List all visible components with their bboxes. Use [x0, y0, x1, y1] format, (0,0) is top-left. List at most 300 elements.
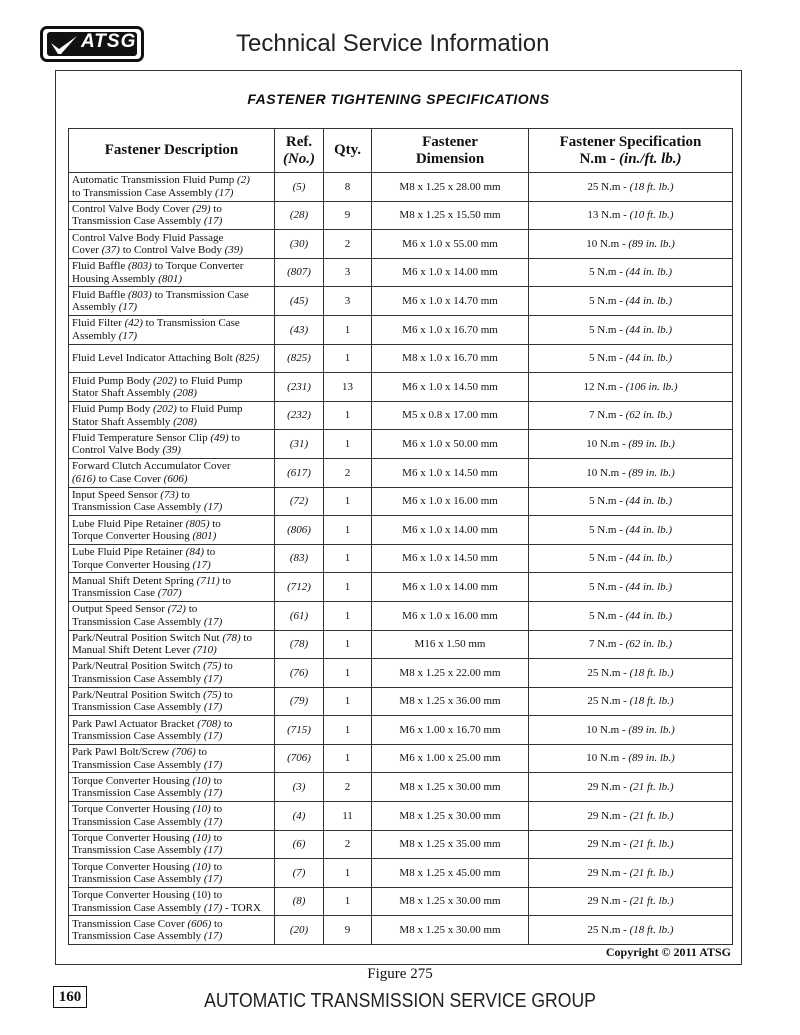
fastener-description — [69, 859, 275, 888]
table-body — [69, 173, 733, 945]
description-ref: (616) — [72, 472, 96, 485]
page-header — [0, 0, 800, 70]
description-text: Automatic Transmission Fluid Pump — [72, 174, 238, 187]
spec-imperial: (18 ft. lb.) — [629, 695, 674, 708]
quantity: 1 — [324, 887, 372, 916]
fastener-description — [69, 573, 275, 602]
fastener-description — [69, 916, 275, 945]
quantity: 1 — [324, 430, 372, 459]
spec-imperial: (89 in. lb.) — [628, 437, 675, 450]
spec-metric: 7 N.m - — [588, 638, 626, 651]
description-text: to — [211, 917, 223, 930]
description-text: Transmission Case Assembly — [72, 615, 204, 628]
spec-imperial: (44 in. lb.) — [625, 323, 673, 336]
spec-metric: 10 N.m - — [586, 237, 629, 250]
description-text: Torque Converter Housing (10) to — [72, 889, 223, 902]
fastener-dimension: M8 x 1.25 x 35.00 mm — [372, 830, 529, 859]
fastener-specification — [529, 430, 733, 459]
description-text: Transmission Case Assembly — [72, 901, 204, 914]
description-text: to Torque Converter — [151, 260, 244, 273]
description-text: Assembly — [72, 301, 119, 314]
spec-metric: 29 N.m - — [587, 809, 630, 822]
description-ref: (17) — [203, 901, 223, 914]
fastener-description — [69, 430, 275, 459]
description-text: to — [221, 660, 233, 673]
spec-imperial: (21 ft. lb.) — [629, 866, 674, 879]
spec-imperial: (44 in. lb.) — [625, 609, 673, 622]
description-text: to — [210, 202, 222, 215]
header-specification: Fastener Specification N.m - (in./ft. lb.) — [529, 129, 733, 173]
spec-imperial: (89 in. lb.) — [628, 723, 675, 736]
description-text: to Transmission Case — [142, 317, 240, 330]
description-text: to — [210, 803, 223, 816]
fastener-dimension: M6 x 1.0 x 16.70 mm — [372, 315, 529, 344]
header-ref: Ref. (No.) — [275, 129, 324, 173]
description-ref: (803) — [128, 260, 152, 273]
description-text: Stator Shaft Assembly — [72, 415, 174, 428]
description-text: Fluid Baffle — [72, 288, 129, 301]
quantity: 1 — [324, 315, 372, 344]
description-ref: (706) — [171, 746, 196, 759]
table-row — [69, 230, 733, 259]
table-row — [69, 487, 733, 516]
description-text: to — [240, 631, 252, 644]
description-text: Cover — [72, 243, 102, 256]
description-ref: (73) — [160, 488, 179, 501]
description-text: Transmission Case Assembly — [72, 701, 204, 714]
quantity: 1 — [324, 573, 372, 602]
fastener-specification — [529, 859, 733, 888]
fastener-dimension: M6 x 1.0 x 14.50 mm — [372, 544, 529, 573]
description-ref: (10) — [192, 832, 211, 845]
description-ref: (39) — [224, 243, 243, 256]
fastener-description — [69, 687, 275, 716]
description-text: to Fluid Pump — [176, 374, 243, 387]
description-ref: (17) — [203, 930, 223, 943]
spec-imperial: (21 ft. lb.) — [629, 809, 674, 822]
quantity: 13 — [324, 373, 372, 402]
description-ref: (10) — [192, 774, 211, 787]
spec-metric: 5 N.m - — [588, 580, 626, 593]
description-ref: (37) — [101, 243, 120, 256]
description-ref: (17) — [203, 615, 223, 628]
fastener-description — [69, 258, 275, 287]
table-row — [69, 916, 733, 945]
logo-text: ATSG — [81, 31, 137, 52]
ref-number: (712) — [275, 573, 324, 602]
fastener-dimension: M5 x 0.8 x 17.00 mm — [372, 401, 529, 430]
description-ref: (202) — [153, 403, 177, 416]
fastener-specification — [529, 401, 733, 430]
spec-metric: 10 N.m - — [586, 723, 629, 736]
fastener-description — [69, 630, 275, 659]
spec-metric: 29 N.m - — [587, 866, 630, 879]
table-row — [69, 315, 733, 344]
fastener-dimension: M6 x 1.00 x 16.70 mm — [372, 716, 529, 745]
fastener-specification — [529, 887, 733, 916]
quantity: 1 — [324, 859, 372, 888]
spec-imperial: (44 in. lb.) — [625, 352, 673, 365]
quantity: 1 — [324, 516, 372, 545]
fastener-dimension: M6 x 1.0 x 14.50 mm — [372, 458, 529, 487]
spec-metric: 5 N.m - — [588, 294, 626, 307]
description-text: Fluid Pump Body — [72, 403, 153, 416]
fastener-dimension: M6 x 1.0 x 14.50 mm — [372, 373, 529, 402]
fastener-dimension: M8 x 1.25 x 30.00 mm — [372, 916, 529, 945]
fastener-dimension: M6 x 1.0 x 16.00 mm — [372, 487, 529, 516]
spec-imperial: (18 ft. lb.) — [629, 924, 674, 937]
description-text: to — [221, 689, 233, 702]
spec-metric: 25 N.m - — [587, 924, 630, 937]
description-text: to — [228, 431, 240, 444]
quantity: 1 — [324, 744, 372, 773]
description-text: to — [219, 574, 231, 587]
fastener-specification — [529, 173, 733, 202]
fastener-dimension: M8 x 1.0 x 16.70 mm — [372, 344, 529, 373]
quantity: 2 — [324, 458, 372, 487]
description-ref: (606) — [187, 917, 212, 930]
footer-title: AUTOMATIC TRANSMISSION SERVICE GROUP — [204, 990, 596, 1012]
quantity: 1 — [324, 544, 372, 573]
description-text: Transmission Case Assembly — [72, 930, 204, 943]
fastener-dimension: M8 x 1.25 x 30.00 mm — [372, 802, 529, 831]
description-ref: (710) — [192, 644, 217, 657]
spec-metric: 25 N.m - — [587, 695, 630, 708]
description-ref: (825) — [235, 352, 260, 365]
fastener-specification — [529, 344, 733, 373]
fastener-dimension: M6 x 1.0 x 14.00 mm — [372, 516, 529, 545]
ref-number: (30) — [275, 230, 324, 259]
description-text: Fluid Temperature Sensor Clip — [72, 431, 211, 444]
ref-number: (715) — [275, 716, 324, 745]
description-ref: (708) — [197, 717, 222, 730]
description-text: to — [195, 746, 208, 759]
ref-number: (7) — [275, 859, 324, 888]
fastener-dimension: M6 x 1.0 x 55.00 mm — [372, 230, 529, 259]
ref-number: (232) — [275, 401, 324, 430]
ref-number: (825) — [275, 344, 324, 373]
spec-imperial: (21 ft. lb.) — [629, 838, 674, 851]
description-text: to Case Cover — [95, 472, 164, 485]
fastener-specification — [529, 830, 733, 859]
spec-imperial: (44 in. lb.) — [625, 523, 673, 536]
description-text: Transmission Case Assembly — [72, 787, 204, 800]
fastener-dimension: M8 x 1.25 x 30.00 mm — [372, 887, 529, 916]
atsg-logo — [40, 26, 144, 62]
ref-number: (6) — [275, 830, 324, 859]
quantity: 9 — [324, 201, 372, 230]
description-ref: (29) — [192, 202, 211, 215]
description-text: Fluid Baffle — [72, 260, 129, 273]
spec-metric: 5 N.m - — [588, 266, 626, 279]
table-header-row — [69, 129, 733, 173]
description-ref: (17) — [203, 501, 223, 514]
spec-metric: 25 N.m - — [587, 180, 630, 193]
fastener-description — [69, 773, 275, 802]
fastener-dimension: M8 x 1.25 x 36.00 mm — [372, 687, 529, 716]
spec-metric: 10 N.m - — [586, 752, 629, 765]
ref-number: (806) — [275, 516, 324, 545]
copyright: Copyright © 2011 ATSG — [605, 945, 731, 959]
table-row — [69, 544, 733, 573]
fastener-specification — [529, 258, 733, 287]
description-text: Transmission Case — [72, 587, 158, 600]
fastener-dimension: M16 x 1.50 mm — [372, 630, 529, 659]
description-text: Input Speed Sensor — [72, 488, 161, 501]
description-ref: (202) — [153, 374, 177, 387]
description-ref: (49) — [210, 431, 229, 444]
description-ref: (17) — [118, 329, 138, 342]
ref-number: (43) — [275, 315, 324, 344]
description-text: Lube Fluid Pipe Retainer — [72, 546, 186, 559]
ref-number: (78) — [275, 630, 324, 659]
fastener-specification — [529, 659, 733, 688]
fastener-description — [69, 315, 275, 344]
fastener-description — [69, 601, 275, 630]
quantity: 3 — [324, 258, 372, 287]
table-row — [69, 287, 733, 316]
description-ref: (17) — [203, 701, 223, 714]
fastener-description — [69, 716, 275, 745]
description-ref: (10) — [192, 860, 211, 873]
fastener-dimension: M8 x 1.25 x 30.00 mm — [372, 773, 529, 802]
fastener-description — [69, 287, 275, 316]
fastener-dimension: M6 x 1.0 x 14.00 mm — [372, 573, 529, 602]
fastener-description — [69, 458, 275, 487]
description-text: Control Valve Body Fluid Passage — [72, 231, 224, 244]
description-ref: (84) — [185, 546, 204, 559]
description-ref: (17) — [203, 215, 223, 228]
table-row — [69, 601, 733, 630]
description-text: to — [178, 488, 190, 501]
description-text: Manual Shift Detent Spring — [72, 574, 197, 587]
header-dimension: Fastener Dimension — [372, 129, 529, 173]
description-text: to — [203, 546, 216, 559]
fastener-specification — [529, 315, 733, 344]
fastener-dimension: M8 x 1.25 x 15.50 mm — [372, 201, 529, 230]
quantity: 2 — [324, 830, 372, 859]
ref-number: (706) — [275, 744, 324, 773]
description-text: Transmission Case Assembly — [72, 730, 204, 743]
description-ref: (17) — [118, 301, 138, 314]
spec-imperial: (44 in. lb.) — [625, 294, 673, 307]
fastener-dimension: M6 x 1.0 x 50.00 mm — [372, 430, 529, 459]
spec-imperial: (106 in. lb.) — [625, 380, 678, 393]
description-text: Park Pawl Bolt/Screw — [72, 746, 172, 759]
fastener-description — [69, 201, 275, 230]
spec-metric: 25 N.m - — [587, 666, 630, 679]
description-ref: (17) — [203, 758, 223, 771]
table-row — [69, 659, 733, 688]
ref-number: (231) — [275, 373, 324, 402]
figure-label: Figure 275 — [367, 966, 433, 982]
quantity: 1 — [324, 716, 372, 745]
description-text: to — [221, 717, 233, 730]
description-text: Transmission Case Assembly — [72, 873, 204, 886]
description-text: Transmission Case Cover — [72, 917, 188, 930]
spec-imperial: (44 in. lb.) — [625, 266, 673, 279]
spec-metric: 5 N.m - — [588, 609, 626, 622]
quantity: 1 — [324, 630, 372, 659]
fastener-description — [69, 230, 275, 259]
description-text: Park/Neutral Position Switch — [72, 660, 204, 673]
fastener-specification — [529, 716, 733, 745]
table-row — [69, 716, 733, 745]
description-text: to — [210, 832, 223, 845]
description-text: Transmission Case Assembly — [72, 815, 204, 828]
ref-number: (3) — [275, 773, 324, 802]
fastener-description — [69, 516, 275, 545]
description-ref: (606) — [163, 472, 188, 485]
section-title: FASTENER TIGHTENING SPECIFICATIONS — [247, 91, 550, 107]
fastener-specification — [529, 773, 733, 802]
fastener-specification — [529, 487, 733, 516]
description-ref: (17) — [203, 873, 223, 886]
table-row — [69, 630, 733, 659]
description-text: to — [210, 774, 223, 787]
description-text: Fluid Level Indicator Attaching Bolt — [72, 352, 236, 365]
description-text: Park/Neutral Position Switch Nut — [72, 631, 223, 644]
description-text: to Transmission Case Assembly — [72, 186, 216, 199]
description-ref: (17) — [203, 787, 223, 800]
quantity: 1 — [324, 659, 372, 688]
fastener-description — [69, 802, 275, 831]
ref-number: (76) — [275, 659, 324, 688]
description-ref: (801) — [192, 529, 217, 542]
fastener-specification — [529, 601, 733, 630]
content-frame — [55, 70, 742, 965]
ref-number: (79) — [275, 687, 324, 716]
description-text: - TORX — [222, 901, 261, 914]
table-row — [69, 573, 733, 602]
description-text: Park/Neutral Position Switch — [72, 689, 204, 702]
description-text: to Transmission Case — [151, 288, 249, 301]
spec-metric: 5 N.m - — [588, 523, 626, 536]
description-ref: (17) — [203, 672, 223, 685]
spec-imperial: (44 in. lb.) — [625, 580, 673, 593]
fastener-specification — [529, 201, 733, 230]
table-row — [69, 344, 733, 373]
fastener-specification — [529, 573, 733, 602]
quantity: 9 — [324, 916, 372, 945]
table-row — [69, 887, 733, 916]
spec-imperial: (18 ft. lb.) — [629, 666, 674, 679]
description-ref: (2) — [237, 174, 250, 187]
fastener-description — [69, 373, 275, 402]
table-row — [69, 773, 733, 802]
table-row — [69, 516, 733, 545]
description-ref: (208) — [173, 415, 197, 428]
spec-imperial: (44 in. lb.) — [625, 495, 673, 508]
spec-metric: 5 N.m - — [588, 552, 626, 565]
description-text: Transmission Case Assembly — [72, 844, 204, 857]
spec-metric: 10 N.m - — [586, 437, 629, 450]
ref-number: (807) — [275, 258, 324, 287]
description-text: Assembly — [72, 329, 119, 342]
spec-imperial: (21 ft. lb.) — [629, 895, 674, 908]
table-row — [69, 258, 733, 287]
fastener-specification — [529, 373, 733, 402]
fastener-spec-table — [68, 128, 733, 945]
description-text: Housing Assembly — [72, 272, 159, 285]
table-row — [69, 201, 733, 230]
table-row — [69, 173, 733, 202]
spec-imperial: (89 in. lb.) — [628, 752, 675, 765]
description-ref: (805) — [185, 517, 210, 530]
fastener-specification — [529, 287, 733, 316]
description-ref: (17) — [192, 558, 211, 571]
spec-metric: 29 N.m - — [587, 781, 630, 794]
ref-number: (61) — [275, 601, 324, 630]
fastener-specification — [529, 744, 733, 773]
description-ref: (75) — [203, 660, 222, 673]
description-text: Transmission Case Assembly — [72, 672, 204, 685]
description-ref: (10) — [192, 803, 211, 816]
spec-imperial: (21 ft. lb.) — [629, 781, 674, 794]
description-text: Torque Converter Housing — [72, 860, 193, 873]
fastener-description — [69, 544, 275, 573]
fastener-description — [69, 830, 275, 859]
spec-imperial: (18 ft. lb.) — [629, 180, 674, 193]
checkmark-logo-icon — [49, 34, 79, 56]
description-ref: (17) — [203, 815, 223, 828]
description-ref: (75) — [203, 689, 222, 702]
ref-number: (83) — [275, 544, 324, 573]
fastener-specification — [529, 916, 733, 945]
fastener-specification — [529, 458, 733, 487]
description-text: Torque Converter Housing — [72, 832, 193, 845]
fastener-description — [69, 487, 275, 516]
ref-number: (45) — [275, 287, 324, 316]
description-text: Torque Converter Housing — [72, 529, 193, 542]
description-ref: (42) — [124, 317, 143, 330]
description-text: Transmission Case Assembly — [72, 501, 204, 514]
description-ref: (78) — [222, 631, 241, 644]
quantity: 2 — [324, 230, 372, 259]
page-number: 160 — [53, 986, 87, 1008]
table-row — [69, 458, 733, 487]
quantity: 2 — [324, 773, 372, 802]
header-qty: Qty. — [324, 129, 372, 173]
table-row — [69, 401, 733, 430]
description-ref: (17) — [203, 730, 223, 743]
table-row — [69, 859, 733, 888]
description-ref: (17) — [203, 844, 223, 857]
table-row — [69, 802, 733, 831]
fastener-description — [69, 887, 275, 916]
description-text: Transmission Case Assembly — [72, 758, 204, 771]
header-description: Fastener Description — [69, 129, 275, 173]
description-text: Transmission Case Assembly — [72, 215, 204, 228]
fastener-dimension: M6 x 1.0 x 14.70 mm — [372, 287, 529, 316]
fastener-description — [69, 659, 275, 688]
description-ref: (707) — [157, 587, 182, 600]
table-row — [69, 430, 733, 459]
description-text: to — [185, 603, 198, 616]
fastener-dimension: M8 x 1.25 x 45.00 mm — [372, 859, 529, 888]
description-text: to Fluid Pump — [176, 403, 243, 416]
fastener-specification — [529, 230, 733, 259]
description-ref: (39) — [162, 444, 181, 457]
quantity: 3 — [324, 287, 372, 316]
fastener-dimension: M6 x 1.0 x 16.00 mm — [372, 601, 529, 630]
fastener-description — [69, 173, 275, 202]
fastener-description — [69, 344, 275, 373]
spec-metric: 13 N.m - — [587, 209, 630, 222]
description-text: Fluid Pump Body — [72, 374, 153, 387]
description-text: Lube Fluid Pipe Retainer — [72, 517, 186, 530]
ref-number: (20) — [275, 916, 324, 945]
